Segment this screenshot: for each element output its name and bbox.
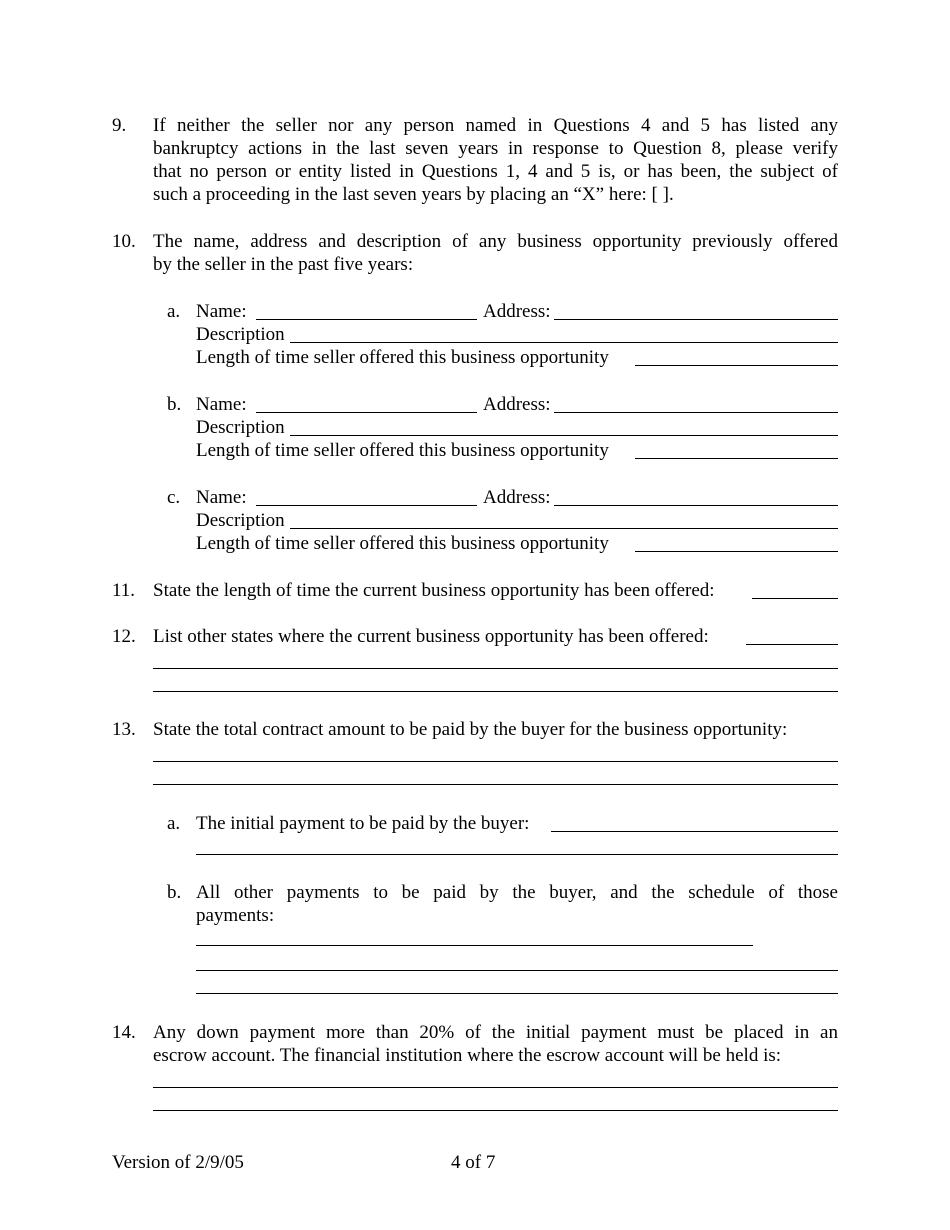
question-number: 14. <box>112 1022 136 1043</box>
answer-line[interactable] <box>153 784 838 785</box>
name-field[interactable] <box>256 489 477 506</box>
name-field[interactable] <box>256 396 477 413</box>
address-field[interactable] <box>554 396 838 413</box>
question-9-line-2: bankruptcy actions in the last seven years in response to Question 8, please verify <box>153 138 838 159</box>
name-label: Name: <box>196 487 247 508</box>
other-states-field[interactable] <box>746 628 838 645</box>
description-label: Description <box>196 324 285 345</box>
description-field[interactable] <box>290 326 838 343</box>
length-label: Length of time seller offered this business opportunity <box>196 347 609 368</box>
question-14-line-2: escrow account. The financial institution where the escrow account will be held is: <box>153 1045 782 1066</box>
item-letter: c. <box>167 487 181 508</box>
name-field[interactable] <box>256 303 477 320</box>
description-label: Description <box>196 417 285 438</box>
question-number: 9. <box>112 115 127 136</box>
description-field[interactable] <box>290 512 838 529</box>
answer-line[interactable] <box>196 854 838 855</box>
item-letter: a. <box>167 813 181 834</box>
length-label: Length of time seller offered this business opportunity <box>196 440 609 461</box>
question-number: 11. <box>112 580 136 601</box>
length-field[interactable] <box>635 535 838 552</box>
address-label: Address: <box>483 301 551 322</box>
address-field[interactable] <box>554 303 838 320</box>
question-12-text: List other states where the current business opportunity has been offered: <box>153 626 709 647</box>
item-letter: b. <box>167 394 182 415</box>
question-11-text: State the length of time the current business opportunity has been offered: <box>153 580 715 601</box>
length-field[interactable] <box>635 349 838 366</box>
answer-line[interactable] <box>196 970 838 971</box>
answer-line[interactable] <box>196 945 753 946</box>
other-payments-line-2: payments: <box>196 905 275 926</box>
question-9-line-1: If neither the seller nor any person named in Questions 4 and 5 has listed any <box>153 115 838 136</box>
question-10-line-2: by the seller in the past five years: <box>153 254 414 275</box>
item-letter: a. <box>167 301 181 322</box>
name-label: Name: <box>196 301 247 322</box>
answer-line[interactable] <box>153 761 838 762</box>
description-field[interactable] <box>290 419 838 436</box>
question-14-line-1: Any down payment more than 20% of the initial payment must be placed in an <box>153 1022 838 1043</box>
initial-payment-field[interactable] <box>551 815 838 832</box>
question-number: 13. <box>112 719 136 740</box>
question-9-line-3: that no person or entity listed in Questions 1, 4 and 5 is, or has been, the subject of <box>153 161 838 182</box>
page-number: 4 of 7 <box>451 1152 496 1173</box>
offered-length-field[interactable] <box>752 582 838 599</box>
address-label: Address: <box>483 394 551 415</box>
answer-line[interactable] <box>153 691 838 692</box>
question-10-line-1: The name, address and description of any business opportunity previously offered <box>153 231 838 252</box>
answer-line[interactable] <box>153 668 838 669</box>
question-9-line-4: such a proceeding in the last seven years by placing an “X” here: [ ]. <box>153 184 674 205</box>
item-letter: b. <box>167 882 182 903</box>
question-13-text: State the total contract amount to be paid by the buyer for the business opportunity: <box>153 719 788 740</box>
length-label: Length of time seller offered this business opportunity <box>196 533 609 554</box>
length-field[interactable] <box>635 442 838 459</box>
version-footer: Version of 2/9/05 <box>112 1152 244 1173</box>
answer-line[interactable] <box>153 1110 838 1111</box>
description-label: Description <box>196 510 285 531</box>
question-number: 12. <box>112 626 136 647</box>
other-payments-line-1: All other payments to be paid by the buyer, and the schedule of those <box>196 882 838 903</box>
answer-line[interactable] <box>153 1087 838 1088</box>
question-number: 10. <box>112 231 136 252</box>
address-field[interactable] <box>554 489 838 506</box>
answer-line[interactable] <box>196 993 838 994</box>
address-label: Address: <box>483 487 551 508</box>
initial-payment-label: The initial payment to be paid by the buyer: <box>196 813 530 834</box>
name-label: Name: <box>196 394 247 415</box>
